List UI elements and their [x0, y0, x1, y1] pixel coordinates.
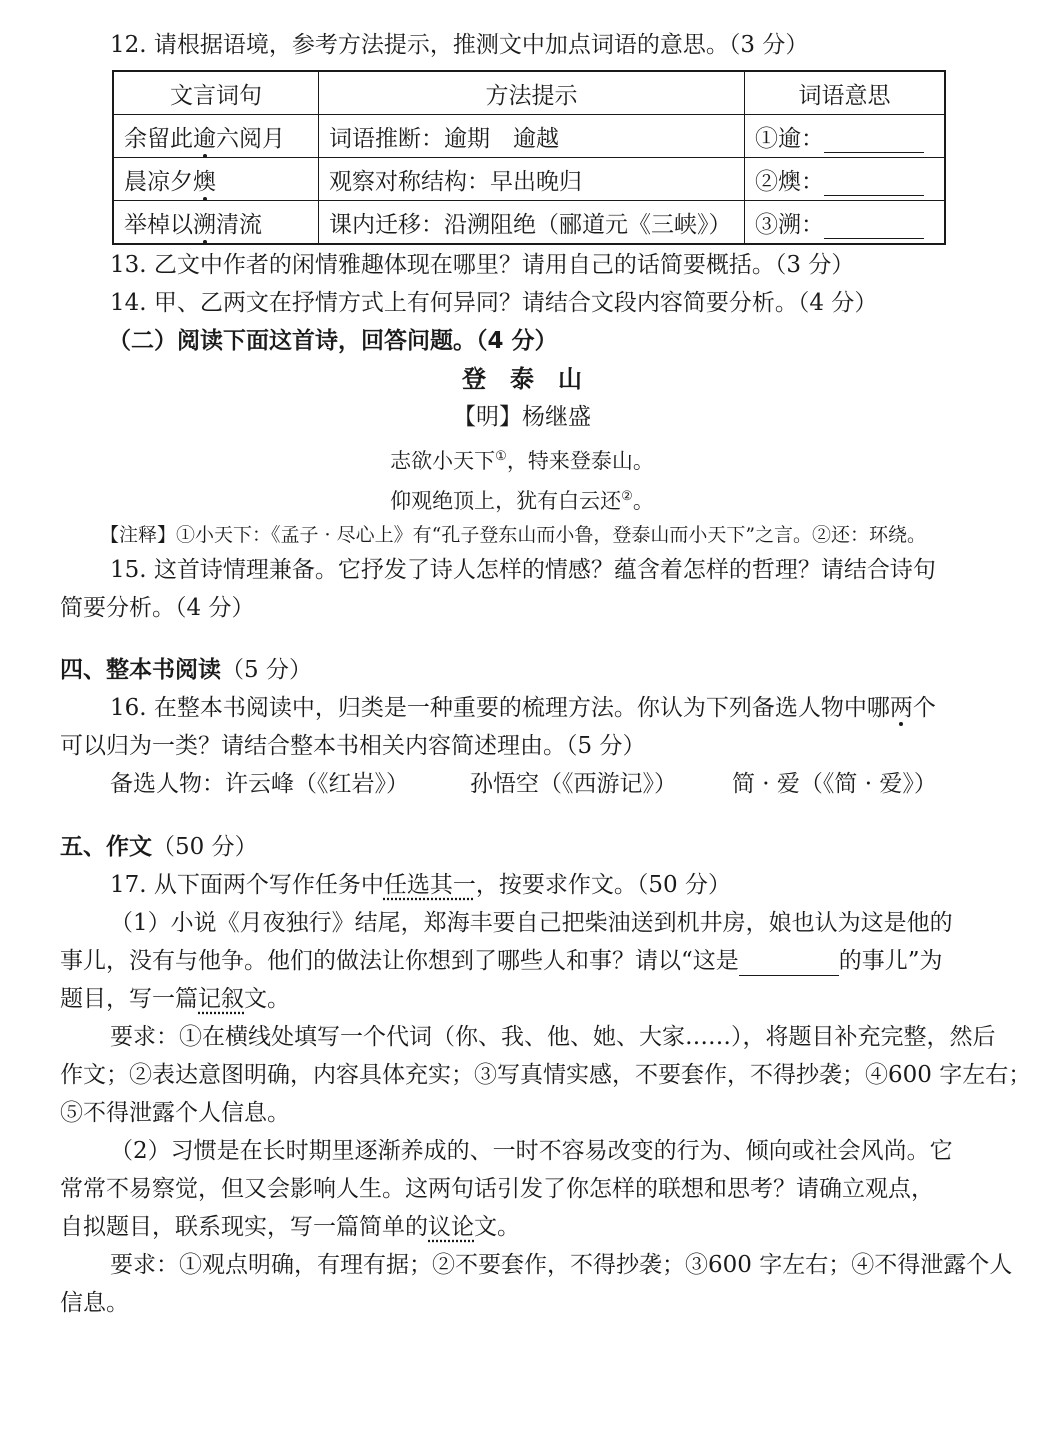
header-hint: 方法提示 [319, 71, 745, 115]
header-meaning: 词语意思 [745, 71, 946, 115]
hint-cell: 课内迁移：沿溯阻绝（郦道元《三峡》） [319, 201, 745, 245]
question-12: 12. 请根据语境，参考方法提示，推测文中加点词语的意思。（3 分） [110, 32, 809, 58]
section-4-heading: 四、整本书阅读（5 分） [60, 657, 312, 683]
footnote-mark: ② [621, 489, 633, 504]
candidate-3: 简 · 爱（《简 · 爱》） [732, 771, 937, 797]
answer-blank [824, 216, 924, 239]
dotted-char: 燠 [193, 163, 216, 196]
candidate-1: 备选人物：许云峰（《红岩》） [110, 771, 409, 797]
answer-blank [824, 130, 924, 153]
requirement-2-line-1: 要求：①观点明确，有理有据；②不要套作，不得抄袭；③600 字左右；④不得泄露个人 [110, 1252, 1013, 1278]
hint-cell: 观察对称结构：早出晚归 [319, 158, 745, 201]
poem-title: 登 泰 山 [462, 365, 582, 393]
poem-annotation: 【注释】①小天下：《孟子 · 尽心上》有“孔子登东山而小鲁，登泰山而小天下”之言。②还：环绕。 [100, 524, 927, 546]
poem-line-2: 仰观绝顶上，犹有白云还②。 [390, 489, 654, 513]
answer-cell [745, 201, 946, 245]
header-phrase: 文言词句 [113, 71, 319, 115]
task-2-line-2: 常常不易察觉，但又会影响人生。这两句话引发了你怎样的联想和思考？请确立观点， [60, 1176, 934, 1202]
answer-blank [824, 173, 924, 196]
emphasized-text: 任选其一 [383, 872, 476, 898]
phrase-cell: 举棹以溯清流 [113, 201, 319, 245]
table-row [113, 115, 945, 158]
emphasized-text: 议论 [428, 1214, 474, 1240]
poem-author: 【明】杨继盛 [453, 404, 591, 430]
requirement-1-line-3: ⑤不得泄露个人信息。 [60, 1100, 290, 1126]
section-5-heading: 五、作文（50 分） [60, 834, 258, 860]
question-14: 14. 甲、乙两文在抒情方式上有何异同？请结合文段内容简要分析。（4 分） [110, 290, 878, 316]
table-header-row [113, 71, 945, 115]
poem-line-1: 志欲小天下①，特来登泰山。 [390, 449, 654, 473]
dotted-char: 逾 [193, 120, 216, 153]
emphasized-text: 哪两个 [866, 695, 936, 721]
task-1-line-1: （1）小说《月夜独行》结尾，郑海丰要自己把柴油送到机井房，娘也认为这是他的 [110, 910, 953, 936]
question-15-line-1: 15. 这首诗情理兼备。它抒发了诗人怎样的情感？蕴含着怎样的哲理？请结合诗句 [110, 557, 936, 583]
footnote-mark: ① [495, 449, 507, 464]
task-1-line-2: 事儿，没有与他争。他们的做法让你想到了哪些人和事？请以“这是 的事儿”为 [60, 948, 943, 974]
phrase-cell: 晨凉夕燠 [113, 158, 319, 201]
answer-label: ②燠： [755, 168, 824, 195]
task-2-line-1: （2）习惯是在长时期里逐渐养成的、一时不容易改变的行为、倾向或社会风尚。它 [110, 1138, 953, 1164]
emphasized-text: 记叙 [198, 986, 244, 1012]
requirement-1-line-2: 作文；②表达意图明确，内容具体充实；③写真情实感，不要套作，不得抄袭；④600 字左右； [60, 1062, 1032, 1088]
question-15-line-2: 简要分析。（4 分） [60, 595, 255, 621]
requirement-2-line-2: 信息。 [60, 1290, 129, 1316]
hint-cell: 词语推断：逾期 逾越 [319, 115, 745, 158]
phrase-cell: 余留此逾六阅月 [113, 115, 319, 158]
candidate-2: 孙悟空（《西游记》） [470, 771, 677, 797]
question-16-line-2: 可以归为一类？请结合整本书相关内容简述理由。（5 分） [60, 733, 646, 759]
answer-cell [745, 158, 946, 201]
task-1-line-3: 题目，写一篇记叙文。 [60, 986, 290, 1012]
answer-label: ①逾： [755, 125, 824, 152]
question-16-line-1: 16. 在整本书阅读中，归类是一种重要的梳理方法。你认为下列备选人物中哪两个 [110, 695, 936, 721]
dotted-char: 溯 [193, 206, 216, 239]
title-blank [739, 953, 839, 976]
section-2-heading: （二）阅读下面这首诗，回答问题。（4 分） [108, 328, 558, 354]
vocab-table [112, 70, 946, 245]
task-2-line-3: 自拟题目，联系现实，写一篇简单的议论文。 [60, 1214, 520, 1240]
table-row [113, 201, 945, 245]
requirement-1-line-1: 要求：①在横线处填写一个代词（你、我、他、她、大家……），将题目补充完整，然后 [110, 1024, 996, 1050]
table-row [113, 158, 945, 201]
answer-label: ③溯： [755, 211, 824, 238]
answer-cell [745, 115, 946, 158]
question-17-intro: 17. 从下面两个写作任务中任选其一，按要求作文。（50 分） [110, 872, 731, 898]
question-13: 13. 乙文中作者的闲情雅趣体现在哪里？请用自己的话简要概括。（3 分） [110, 252, 855, 278]
